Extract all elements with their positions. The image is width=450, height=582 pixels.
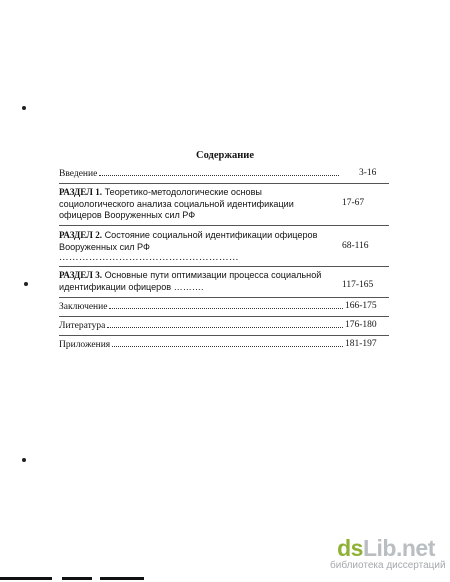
divider [59,183,389,184]
toc-page: 181-197 [345,339,377,349]
toc-line: социологического анализа социальной идентификации [59,198,294,209]
scan-speck [22,106,26,110]
toc-page: 3-16 [359,168,377,178]
scan-speck [22,458,26,462]
toc-label: Введение [59,169,98,179]
dot-leader [99,175,339,176]
scan-artifact [62,577,92,580]
page-title: Содержание [196,150,254,161]
toc-page: 176-180 [345,320,377,330]
toc-label: Заключение [59,302,108,312]
toc-line: офицеров Вооруженных сил РФ [59,210,196,220]
section-label: РАЗДЕЛ 1. [59,187,103,197]
divider [59,266,389,267]
section-label: РАЗДЕЛ 3. [59,270,103,280]
toc-page: 166-175 [345,301,377,311]
divider [59,297,389,298]
divider [59,335,389,336]
toc-page: 17-67 [342,198,365,208]
toc-page: 68-116 [342,241,369,251]
scan-artifact [100,577,144,580]
scan-speck [24,282,28,286]
dot-leader [109,308,343,309]
divider [59,225,389,226]
dslib-logo: dsLib.net [337,535,435,561]
toc-line: Вооруженных сил РФ [59,241,150,252]
toc-page: 117-165 [342,280,374,290]
toc-line: Теоретико-методологические основы [104,187,262,197]
section-label: РАЗДЕЛ 2. [59,230,103,240]
dot-leader [112,346,343,347]
dot-leader: ……………………………………………… [59,253,239,263]
toc-label: Литература [59,321,106,331]
toc-label: Приложения [59,340,111,350]
toc-line: Основные пути оптимизации процесса социальной [104,270,322,280]
dslib-watermark [330,535,446,572]
dot-leader [107,327,343,328]
divider [59,316,389,317]
scan-artifact [0,577,52,580]
toc-line: идентификации офицеров ………. [59,281,204,292]
watermark-subtitle: библиотека диссертаций [330,560,446,571]
toc-line: Состояние социальной идентификации офицеров [104,230,318,240]
